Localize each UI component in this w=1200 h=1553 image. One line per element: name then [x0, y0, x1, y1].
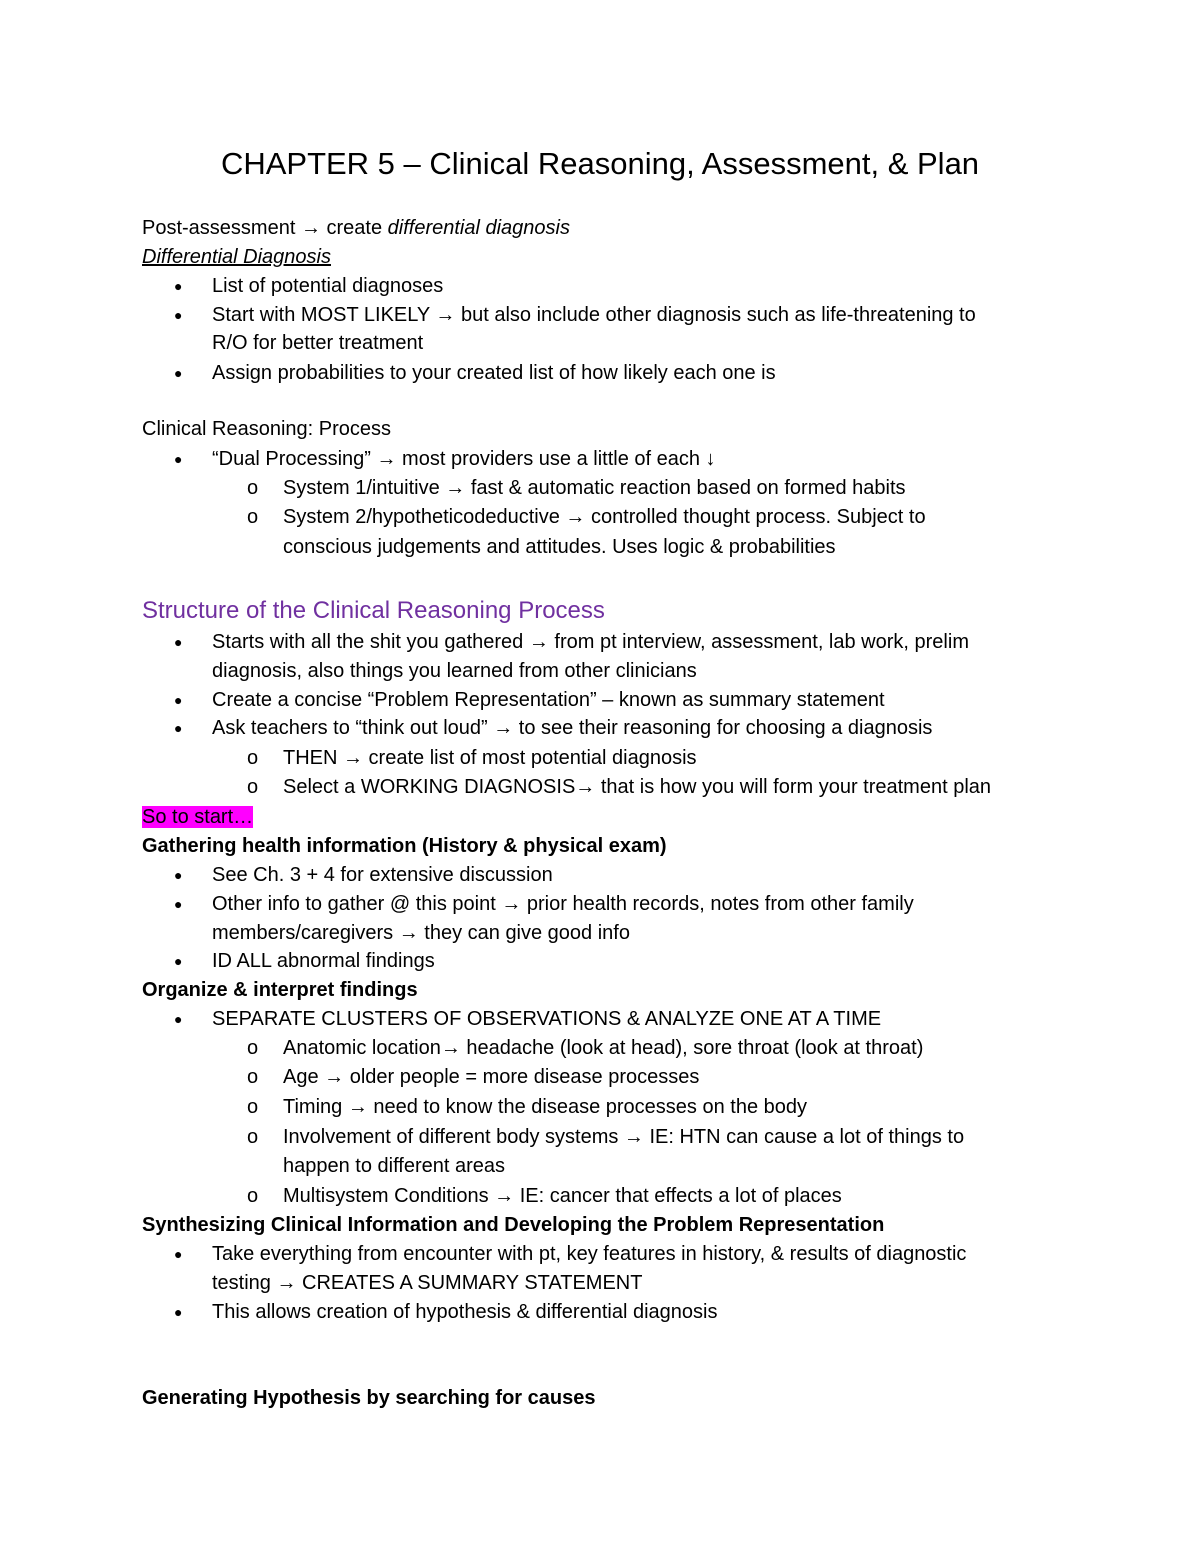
differential-diagnosis-heading: Differential Diagnosis [142, 246, 331, 268]
bullet-icon: ● [174, 1246, 183, 1262]
list-item: Create a concise “Problem Representation” – known as summary statement [212, 689, 885, 711]
list-item-continuation: members/caregivers → they can give good info [212, 922, 630, 944]
list-item: List of potential diagnoses [212, 275, 444, 297]
bullet-icon: ● [174, 720, 183, 736]
sub-bullet-icon: o [247, 1037, 259, 1059]
list-item: This allows creation of hypothesis & differential diagnosis [212, 1301, 718, 1323]
list-item-continuation: testing → CREATES A SUMMARY STATEMENT [212, 1272, 643, 1294]
list-item: SEPARATE CLUSTERS OF OBSERVATIONS & ANALYZE ONE AT A TIME [212, 1008, 882, 1030]
list-item: Start with MOST LIKELY → but also include other diagnosis such as life-threatening to [212, 304, 976, 326]
bullet-icon: ● [174, 953, 183, 969]
synthesizing-heading: Synthesizing Clinical Information and Developing the Problem Representation [142, 1214, 885, 1236]
sub-list-item-continuation: conscious judgements and attitudes. Uses logic & probabilities [283, 536, 836, 558]
structure-heading: Structure of the Clinical Reasoning Process [142, 597, 605, 624]
sub-bullet-icon: o [247, 1066, 259, 1088]
bullet-icon: ● [174, 365, 183, 381]
sub-bullet-icon: o [247, 1126, 259, 1148]
bullet-icon: ● [174, 451, 183, 467]
sub-bullet-icon: o [247, 477, 259, 499]
sub-bullet-icon: o [247, 1185, 259, 1207]
bullet-icon: ● [174, 692, 183, 708]
list-item: ID ALL abnormal findings [212, 950, 435, 972]
intro-emphasis: differential diagnosis [387, 217, 570, 239]
highlighted-text: So to start… [142, 806, 254, 828]
list-item-continuation: R/O for better treatment [212, 332, 424, 354]
bullet-icon: ● [174, 867, 183, 883]
hypothesis-heading: Generating Hypothesis by searching for causes [142, 1387, 596, 1409]
sub-list-item: Age → older people = more disease processes [283, 1066, 700, 1088]
highlight-line [142, 805, 253, 829]
intro-line [142, 216, 570, 240]
list-item: Starts with all the shit you gathered → from pt interview, assessment, lab work, prelim [212, 631, 969, 653]
clinical-reasoning-heading: Clinical Reasoning: Process [142, 418, 392, 440]
sub-list-item: System 2/hypotheticodeductive → controlled thought process. Subject to [283, 506, 926, 528]
list-item: Other info to gather @ this point → prior health records, notes from other family [212, 893, 914, 915]
bullet-icon: ● [174, 307, 183, 323]
list-item: See Ch. 3 + 4 for extensive discussion [212, 864, 553, 886]
bullet-icon: ● [174, 278, 183, 294]
sub-list-item: Multisystem Conditions → IE: cancer that effects a lot of places [283, 1185, 842, 1207]
bullet-icon: ● [174, 634, 183, 650]
bullet-icon: ● [174, 1011, 183, 1027]
sub-list-item: THEN → create list of most potential diagnosis [283, 747, 697, 769]
gathering-heading: Gathering health information (History & physical exam) [142, 835, 667, 857]
list-item: Take everything from encounter with pt, key features in history, & results of diagnostic [212, 1243, 967, 1265]
intro-text: Post-assessment → create [142, 217, 388, 239]
sub-list-item: Timing → need to know the disease processes on the body [283, 1096, 808, 1118]
sub-list-item: Involvement of different body systems → IE: HTN can cause a lot of things to [283, 1126, 965, 1148]
bullet-icon: ● [174, 896, 183, 912]
document-title: CHAPTER 5 – Clinical Reasoning, Assessment, & Plan [220, 146, 980, 181]
organize-heading: Organize & interpret findings [142, 979, 418, 1001]
list-item-continuation: diagnosis, also things you learned from other clinicians [212, 660, 697, 682]
sub-bullet-icon: o [247, 747, 259, 769]
list-item: Assign probabilities to your created list of how likely each one is [212, 362, 776, 384]
sub-list-item: System 1/intuitive → fast & automatic reaction based on formed habits [283, 477, 906, 499]
list-item: “Dual Processing” → most providers use a little of each ↓ [212, 448, 716, 470]
sub-bullet-icon: o [247, 1096, 259, 1118]
sub-bullet-icon: o [247, 776, 259, 798]
sub-list-item: Anatomic location→ headache (look at head), sore throat (look at throat) [283, 1037, 924, 1059]
list-item: Ask teachers to “think out loud” → to see their reasoning for choosing a diagnosis [212, 717, 933, 739]
bullet-icon: ● [174, 1304, 183, 1320]
sub-list-item: Select a WORKING DIAGNOSIS→ that is how you will form your treatment plan [283, 776, 992, 798]
sub-bullet-icon: o [247, 506, 259, 528]
sub-list-item-continuation: happen to different areas [283, 1155, 506, 1177]
